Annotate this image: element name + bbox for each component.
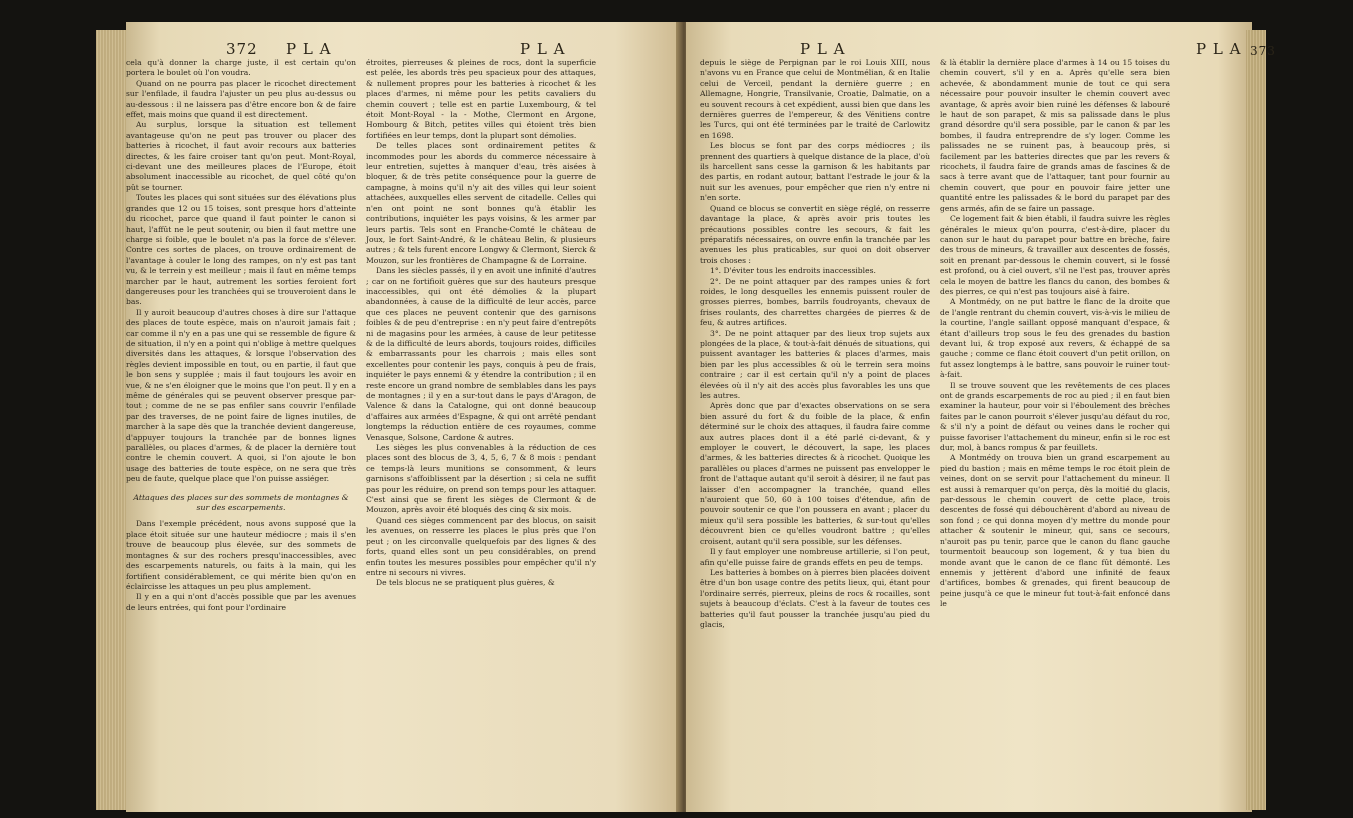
paragraph: Au surplus, lorsque la situation est tellement avantageuse qu'on ne peut pas trouver ou placer des batteries à ricochet, il faut avoir recours aux batteries directes, & les faire croiser tant qu'on peut. Mont-Royal, ci-devant une des meilleures places de l'Europe, étoit absolument inaccessible au ricochet, de quel côté qu'on pût se tourner. bbox=[126, 120, 356, 192]
paragraph: Dans les siècles passés, il y en avoit une infinité d'autres ; car on ne fortifioit guères que sur des hauteurs presque inaccessibles, qui ont été démolies & la plupart abandonnées, à cause de la difficulté de leur accès, parce que ces places ne peuvent contenir que des garnisons foibles & de peu d'entreprise : en n'y peut faire d'entrepôts ni de magasins pour les armées, à cause de leur petitesse & de la difficulté de leurs abords, toujours roides, difficiles & embarrassants pour les charrois ; mais elles sont excellentes pour contenir les pays, conquis à peu de frais, inquiéter le pays ennemi & y étendre la contribution ; il en reste encore un grand nombre de semblables dans les pays de montagnes ; il y en a sur-tout dans le pays d'Aragon, de Valence & dans la Catalogne, qui ont donné beaucoup d'affaires aux armées d'Espagne, & qui ont arrêté pendant longtemps la réduction entière de ces royaumes, comme Venasque, Solsone, Cardone & autres. bbox=[366, 266, 596, 442]
left-page-number: 372 bbox=[226, 40, 258, 58]
paragraph: Il y en a qui n'ont d'accès possible que par les avenues de leurs entrées, qui font pour l'ordinaire bbox=[126, 592, 356, 612]
paragraph: Les sièges les plus convenables à la réduction de ces places sont des blocus de 3, 4, 5, 6, 7 & 8 mois : pendant ce temps-là leurs munitions se consomment, & leurs garnisons s'affoiblissent par la désertion ; si cela ne suffit pas pour les réduire, on prend son temps pour les attaquer. C'est ainsi que se firent les sièges de Clermont & de Mouzon, après avoir été bloqués des cinq & six mois. bbox=[366, 443, 596, 515]
page-stack-left bbox=[96, 30, 130, 810]
paragraph: De telles places sont ordinairement petites & incommodes pour les abords du commerce nécessaire à leur entretien, sujettes à manquer d'eau, très aisées à bloquer, & de très petite conséquence pour la guerre de campagne, à moins qu'il n'y ait des villes qui leur soient attachées, auxquelles elles servent de citadelle. Celles qui n'en ont point ne sont bonnes qu'à établir les contributions, inquiéter les pays voisins, & les armer par leurs partis. Tels sont en Franche-Comté le château de Joux, le fort Saint-André, & le château Belin, & plusieurs autres ; & tels furent encore Longwy & Clermont, Sierck & Mouzon, sur les frontières de Champagne & de Lorraine. bbox=[366, 141, 596, 265]
left-column-1 bbox=[126, 58, 356, 613]
paragraph: Il se trouve souvent que les revêtements de ces places ont de grands escarpements de roc au pied ; il en faut bien examiner la hauteur, pour voir si l'éboulement des brèches faites par le canon pourroit s'élever jusqu'au défaut du roc, & s'il n'y a point de défaut ou veines dans le rocher qui puisse favoriser l'attachement du mineur, enfin si le roc est dur, mol, à bancs rompus & par feuillets. bbox=[940, 380, 1170, 453]
left-running-head-center: P L A bbox=[520, 40, 566, 58]
right-column-2 bbox=[940, 58, 1170, 610]
paragraph: Il y auroit beaucoup d'autres choses à dire sur l'attaque des places de toute espèce, mais on n'auroit jamais fait ; car comme il n'y en a pas une qui se ressemble de figure & de situation, il n'y en a point qui n'oblige à mettre quelques diversités dans les attaques, & lorsque l'observation des règles devient impossible en tout, ou en partie, il faut que le bon sens y supplée ; mais il faut toujours les avoir en vue, & ne s'en éloigner que le moins que l'on peut. Il y en a même de générales qui se peuvent observer presque par-tout ; comme de ne se pas enfiler sans couvrir l'enfilade par des traverses, de ne point faire de lignes inutiles, de marcher à la sape dès que la tranchée devient dangereuse, d'appuyer toujours la tranchée par de bonnes lignes parallèles, ou places d'armes, & de placer la dernière tout contre le chemin couvert. A quoi, si l'on ajoute le bon usage des batteries de toute espèce, on ne sera que très peu de faute, quelque place que l'on puisse assiéger. bbox=[126, 307, 356, 484]
paragraph: & là établir la dernière place d'armes à 14 ou 15 toises du chemin couvert, s'il y en a. Après qu'elle sera bien achevée, & abondamment munie de tout ce qui sera nécessaire pour pouvoir insulter le chemin couvert avec avantage, & après avoir bien ruiné les défenses & labouré le haut de son parapet, & mis sa palissade dans le plus grand désordre qu'il sera possible, par le canon & par les bombes, il faudra entreprendre de s'y loger. Comme les palissades ne se ruinent pas, à beaucoup près, si facilement par les batteries directes que par les revers & ricochets, il faudra faire de grands amas de fascines & de sacs à terre avant que de l'attaquer, tant pour fournir au chemin couvert, que pour en pouvoir faire jetter une quantité entre les palissades & le bord du parapet par des gens armés, afin de se faire un passage. bbox=[940, 58, 1170, 213]
left-running-head: P L A bbox=[286, 40, 332, 58]
paragraph: Les blocus se font par des corps médiocres ; ils prennent des quartiers à quelque distance de la place, d'où ils harcellent sans cesse la garnison & les habitants par des partis, en rodant autour, battant l'estrade le jour & la nuit sur les avenues, pour empêcher que rien n'y entre ni n'en sorte. bbox=[700, 141, 930, 203]
paragraph: A Montmédy on trouva bien un grand escarpement au pied du bastion ; mais en même temps le roc étoit plein de veines, dont on se servit pour l'attachement du mineur. Il est aussi à remarquer qu'on perça, dès la moitié du glacis, par-dessous le chemin couvert de cette place, trois descentes de fossé qui débouchèrent d'abord au niveau de son fond ; ce qui donna moyen d'y mettre du monde pour attacher & soutenir le mineur, qui, sans ce secours, n'auroit pas pu tenir, parce que le canon du flanc gauche tourmentoit beaucoup son logement, & y tua bien du monde avant que le canon de ce flanc fût démonté. Les ennemis y jettèrent d'abord une infinité de feaux d'artifices, bombes & grenades, qui firent beaucoup de peine jusqu'à ce que le mineur fut tout-à-fait enfoncé dans le bbox=[940, 453, 1170, 609]
paragraph: 1°. D'éviter tous les endroits inaccessibles. bbox=[710, 266, 876, 276]
paragraph: depuis le siège de Perpignan par le roi Louis XIII, nous n'avons vu en France que celui de Montmélian, & en Italie celui de Verceil, pendant la dernière guerre ; en Allemagne, Hongrie, Transilvanie, Croatie, Dalmatie, on a eu souvent recours à cet expédient, aussi bien que dans les dernières guerres de l'empereur, & des Vénitiens contre les Turcs, qui ont été terminées par le traité de Carlowitz en 1698. bbox=[700, 58, 930, 140]
right-page-number: 373 bbox=[1250, 44, 1276, 58]
paragraph: Les batteries à bombes on à pierres bien placées doivent être d'un bon usage contre des petits lieux, qui, étant pour l'ordinaire serrés, pierreux, pleins de rocs & rocailles, sont sujets à beaucoup d'éclats. C'est à la faveur de toutes ces batteries qu'il faut pousser la tranchée jusqu'au pied du glacis, bbox=[700, 567, 930, 629]
paragraph: Dans l'exemple précédent, nous avons supposé que la place étoit située sur une hauteur médiocre ; mais il s'en trouve de beaucoup plus élevée, sur des sommets de montagnes & sur des rochers presqu'inaccessibles, avec des escarpements naturels, ou faits à la main, qui les fortifient considérablement, ce qui mérite bien qu'on en éclaircisse les attaques un peu plus amplement. bbox=[126, 519, 356, 591]
paragraph: Toutes les places qui sont situées sur des élévations plus grandes que 12 ou 15 toises, sont presque hors d'atteinte du ricochet, parce que quand il faut pointer le canon si haut, l'affût ne le peut soutenir, ou bien il faut mettre une charge si foible, que le boulet n'a pas la force de s'élever. Contre ces sortes de places, on trouve ordinairement de l'avantage à couler le long des rampes, on n'y est pas tant vu, & le terrein y est meilleur ; mais il faut en même temps marcher par le haut, autrement les sorties feroient fort dangereuses pour les tranchées qui se trouveroient dans le bas. bbox=[126, 193, 356, 307]
left-column-2 bbox=[366, 58, 596, 589]
paragraph: A Montmédy, on ne put battre le flanc de la droite que de l'angle rentrant du chemin couvert, vis-à-vis le milieu de la courtine, l'angle saillant opposé manquant d'espace, & étant d'ailleurs trop sous le feu des grenades du bastion devant lui, & trop exposé aux revers, & échappé de sa gauche ; comme ce flanc étoit couvert d'un petit orillon, on fut assez longtemps à le battre, sans pouvoir le ruiner tout-à-fait. bbox=[940, 297, 1170, 380]
paragraph: Après donc que par d'exactes observations on se sera bien assuré du fort & du foible de la place, & enfin déterminé sur le choix des attaques, il faudra faire comme aux autres places dont il a été parlé ci-devant, & y employer le couvert, le découvert, la sape, les places d'armes, & les batteries directes & à ricochet. Quoique les parallèles ou places d'armes ne puissent pas envelopper le front de l'attaque autant qu'il seroit à désirer, il ne faut pas laisser d'en accompagner la tranchée, quand elles n'auroient que 50, 60 à 100 toises d'étendue, afin de pouvoir soutenir ce que l'on poussera en avant ; placer du mieux qu'il sera possible les batteries, & sur-tout qu'elles découvrent bien ce qu'elles voudront battre ; qu'elles croisent, autant qu'il sera possible, sur les défenses. bbox=[700, 401, 930, 546]
right-running-head-center: P L A bbox=[800, 40, 846, 58]
paragraph: Quand ces sièges commencent par des blocus, on saisit les avenues, on resserre les places le plus près que l'on peut ; on les circonvalle quelquefois par des lignes & des forts, quand elles sont un peu considérables, on prend enfin toutes les mesures possibles pour empêcher qu'il n'y entre ni secours ni vivres. bbox=[366, 515, 596, 577]
paragraph: étroites, pierreuses & pleines de rocs, dont la superficie est pelée, les abords très peu spacieux pour des attaques, & nullement propres pour les batteries à ricochet & les places d'armes, ni même pour les petits cavaliers du chemin couvert ; telle est en partie Luxembourg, & tel étoit Mont-Royal - la - Mothe, Clermont en Argone, Hombourg & Bitch, petites villes qui étoient très bien fortifiées en leur temps, dont la plupart sont démolies. bbox=[366, 58, 596, 140]
section-title: Attaques des places sur des sommets de montagnes & sur des escarpements. bbox=[133, 492, 349, 513]
paragraph: 2°. De ne point attaquer par des rampes unies & fort roides, le long desquelles les ennemis puissent rouler de grosses pierres, bombes, barrils foudroyants, chevaux de frises roulants, des charrettes chargées de pierres & de feu, & autres artifices. bbox=[700, 276, 930, 328]
paragraph: cela qu'à donner la charge juste, il est certain qu'on portera le boulet où l'on voudra. bbox=[126, 58, 356, 78]
page-stack-right bbox=[1246, 30, 1266, 810]
paragraph: Il y faut employer une nombreuse artillerie, si l'on peut, afin qu'elle puisse faire de grands effets en peu de temps. bbox=[700, 547, 930, 567]
paragraph: Quand on ne pourra pas placer le ricochet directement sur l'enfilade, il faudra l'ajuster un peu plus au-dessus ou au-dessous : il ne laissera pas d'être encore bon & de faire effet, mais moins que quand il est directement. bbox=[126, 78, 356, 120]
paragraph: Ce logement fait & bien établi, il faudra suivre les règles générales le mieux qu'on pourra, c'est-à-dire, placer du canon sur le haut du parapet pour battre en brèche, faire des trous de mineurs, & travailler aux descentes de fossés, soit en prenant par-dessous le chemin couvert, si le fossé est profond, ou à ciel ouvert, s'il ne l'est pas, trouver après cela le moyen de battre les flancs du canon, des bombes & des pierres, ce qui n'est pas toujours aisé à faire. bbox=[940, 214, 1170, 296]
paragraph: De tels blocus ne se pratiquent plus guères, & bbox=[376, 578, 555, 588]
paragraph: Quand ce blocus se convertit en siège réglé, on resserre davantage la place, & après avoir pris toutes les précautions possibles contre les secours, & fait les préparatifs nécessaires, on ouvre enfin la tranchée par les avenues les plus praticables, sur quoi on doit observer trois choses : bbox=[700, 203, 930, 265]
right-running-head: P L A bbox=[1196, 40, 1242, 58]
right-column-1 bbox=[700, 58, 930, 630]
paragraph: 3°. De ne point attaquer par des lieux trop sujets aux plongées de la place, & tout-à-fait dénués de situations, qui puissent avantager les batteries & places d'armes, mais bien par les plus accessibles & où le terrein sera moins contraire ; car il est certain qu'il n'y a point de places élevées où il n'y ait des accès plus favorables les uns que les autres. bbox=[700, 328, 930, 400]
